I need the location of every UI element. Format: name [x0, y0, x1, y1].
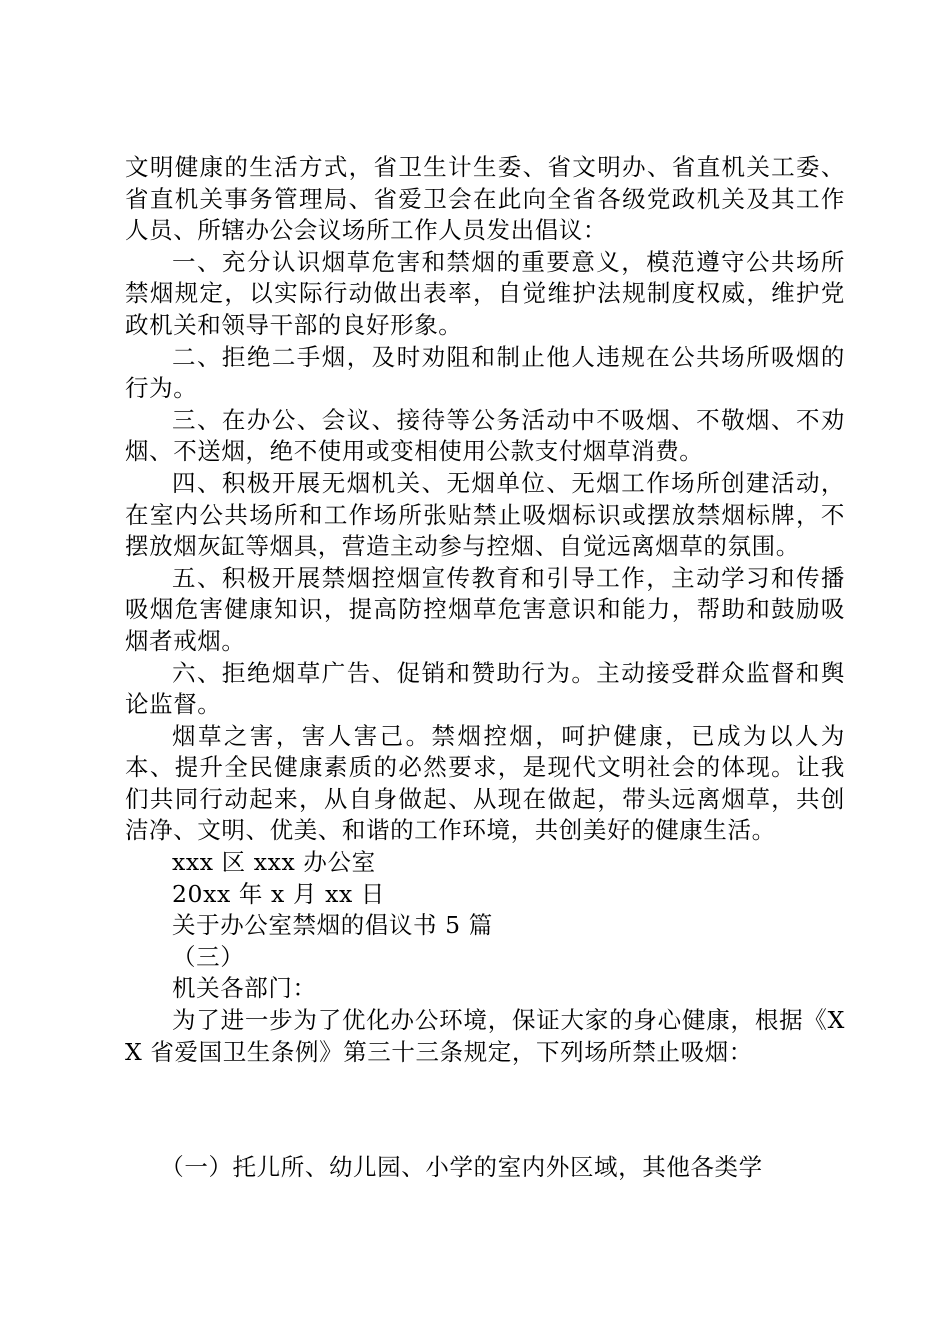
- section-title: 关于办公室禁烟的倡议书 5 篇: [172, 911, 493, 940]
- salutation: 机关各部门：: [172, 974, 317, 1003]
- section-number: （三）: [172, 942, 245, 971]
- paragraph-item-4: 四、积极开展无烟机关、无烟单位、无烟工作场所创建活动，在室内公共场所和工作场所张贴禁止吸烟标识或摆放禁烟标牌，不摆放烟灰缸等烟具，营造主动参与控烟、自觉远离烟草的氛围。: [125, 468, 845, 561]
- list-section: [125, 1152, 845, 1184]
- paragraph-item-6: 六、拒绝烟草广告、促销和赞助行为。主动接受群众监督和舆论监督。: [125, 658, 845, 719]
- document-body: [125, 152, 845, 1068]
- signature-date: 20xx 年 x 月 xx 日: [172, 879, 386, 908]
- paragraph-item-1: 一、充分认识烟草危害和禁烟的重要意义，模范遵守公共场所禁烟规定，以实际行动做出表率，自觉维护法规制度权威，维护党政机关和领导干部的良好形象。: [125, 247, 845, 339]
- paragraph-conclusion: 烟草之害，害人害己。禁烟控烟，呵护健康，已成为以人为本、提升全民健康素质的必然要求，是现代文明社会的体现。让我们共同行动起来，从自身做起、从现在做起，带头远离烟草，共创洁净、文明、优美、和谐的工作环境，共创美好的健康生活。: [125, 721, 845, 845]
- paragraph-continuation: 文明健康的生活方式，省卫生计生委、省文明办、省直机关工委、省直机关事务管理局、省爱卫会在此向全省各级党政机关及其工作人员、所辖办公会议场所工作人员发出倡议：: [125, 153, 845, 245]
- signature-org: xxx 区 xxx 办公室: [172, 848, 376, 877]
- intro-paragraph: 为了进一步为了优化办公环境，保证大家的身心健康，根据《XX 省爱国卫生条例》第三十三条规定，下列场所禁止吸烟：: [125, 1006, 845, 1066]
- paragraph-item-2: 二、拒绝二手烟，及时劝阻和制止他人违规在公共场所吸烟的行为。: [125, 342, 845, 403]
- paragraph-item-3: 三、在办公、会议、接待等公务活动中不吸烟、不敬烟、不劝烟、不送烟，绝不使用或变相使用公款支付烟草消费。: [125, 405, 845, 466]
- paragraph-item-5: 五、积极开展禁烟控烟宣传教育和引导工作，主动学习和传播吸烟危害健康知识，提高防控烟草危害意识和能力，帮助和鼓励吸烟者戒烟。: [125, 563, 845, 655]
- list-item-1: （一）托儿所、幼儿园、小学的室内外区域，其他各类学: [160, 1153, 763, 1181]
